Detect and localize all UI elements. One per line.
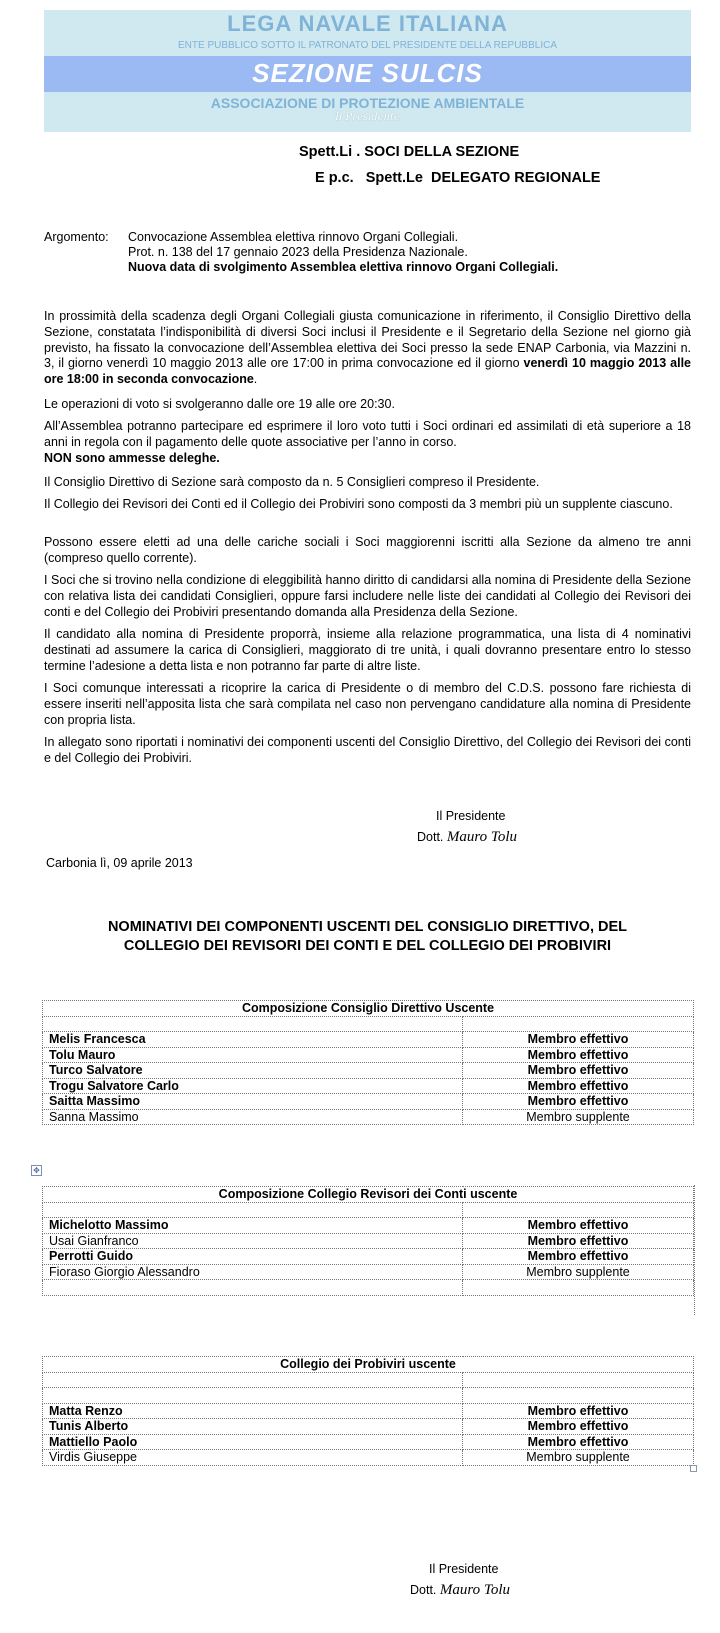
member-role: Membro effettivo bbox=[463, 1047, 694, 1063]
member-name: Saitta Massimo bbox=[43, 1094, 463, 1110]
table-header-row bbox=[43, 1001, 694, 1017]
letterhead-president: Il Presidente bbox=[335, 112, 400, 123]
table-row bbox=[43, 1233, 694, 1249]
letterhead-bottom bbox=[44, 92, 691, 132]
member-name: Perrotti Guido bbox=[43, 1249, 463, 1265]
signature-title: Il Presidente bbox=[436, 809, 506, 823]
table-empty-row bbox=[43, 1202, 694, 1218]
table-resize-handle[interactable] bbox=[690, 1465, 697, 1472]
signature-title-2: Il Presidente bbox=[429, 1562, 499, 1576]
table-consiglio-direttivo bbox=[42, 1000, 694, 1125]
table-empty-row bbox=[43, 1388, 694, 1404]
member-role: Membro effettivo bbox=[463, 1218, 694, 1234]
paragraph-convocazione bbox=[44, 309, 691, 388]
signature-prefix-2: Dott. bbox=[410, 1583, 437, 1597]
nominativi-title-line-1: NOMINATIVI DEI COMPONENTI USCENTI DEL CONSIGLIO DIRETTIVO, DEL bbox=[107, 919, 628, 935]
subject-line-2: Prot. n. 138 del 17 gennaio 2023 della Presidenza Nazionale. bbox=[128, 245, 468, 259]
table-row bbox=[43, 1403, 694, 1419]
signature-line-2 bbox=[410, 1582, 510, 1599]
participation-text: All’Assemblea potranno partecipare ed esprimere il loro voto tutti i Soci ordinari ed assimilati di età superiore a 18 anni in regola con il pagamento delle quote associative per l’anno in corso. bbox=[44, 419, 691, 449]
member-role: Membro effettivo bbox=[463, 1032, 694, 1048]
member-role: Membro effettivo bbox=[463, 1419, 694, 1435]
table-collegio-probiviri bbox=[42, 1356, 694, 1466]
table-border-line bbox=[694, 1185, 695, 1315]
signature-name: Mauro Tolu bbox=[446, 829, 518, 845]
table-empty-row bbox=[43, 1016, 694, 1032]
table-collegio-revisori bbox=[42, 1186, 694, 1296]
member-name: Michelotto Massimo bbox=[43, 1218, 463, 1234]
member-name: Turco Salvatore bbox=[43, 1063, 463, 1079]
table-empty-row bbox=[43, 1280, 694, 1296]
table-row bbox=[43, 1450, 694, 1466]
subject-line-1: Convocazione Assemblea elettiva rinnovo Organi Collegiali. bbox=[128, 230, 459, 244]
paragraph-convocazione-end: . bbox=[253, 372, 258, 387]
member-name: Tolu Mauro bbox=[43, 1047, 463, 1063]
paragraph-convocazione-text: In prossimità della scadenza degli Organi Collegiali giusta comunicazione in riferimento, il Consiglio Direttivo della Sezione, constatata l’indisponibilità di diversi Soci inclusi il Presidente e il Segretario della Sezione nel giorno già previsto, ha fissato la convocazione dell’Assemblea elettiva dei Soci presso la sede ENAP Carbonia, via Mazzini n. 3, il giorno venerdì 10 maggio 2013 alle ore 17:00 in prima convocazione ed il giorno bbox=[44, 309, 691, 371]
member-role: Membro supplente bbox=[463, 1109, 694, 1125]
table-header: Composizione Consiglio Direttivo Uscente bbox=[43, 1001, 694, 1017]
table-header-row bbox=[43, 1357, 694, 1373]
letterhead-section bbox=[44, 56, 691, 92]
table-move-handle-icon[interactable]: ✥ bbox=[31, 1165, 42, 1176]
table-row bbox=[43, 1032, 694, 1048]
member-name: Fioraso Giorgio Alessandro bbox=[43, 1264, 463, 1280]
paragraph-attachment: In allegato sono riportati i nominativi dei componenti uscenti del Consiglio Direttivo, del Collegio dei Revisori dei conti e del Collegio dei Probiviri. bbox=[44, 735, 691, 765]
paragraph-voting-hours: Le operazioni di voto si svolgeranno dalle ore 19 alle ore 20:30. bbox=[44, 397, 395, 411]
table-header: Composizione Collegio Revisori dei Conti uscente bbox=[43, 1187, 694, 1203]
member-name: Sanna Massimo bbox=[43, 1109, 463, 1125]
organization-title: LEGA NAVALE ITALIANA bbox=[227, 11, 508, 36]
addressee-delegato: E p.c. Spett.Le DELEGATO REGIONALE bbox=[315, 170, 601, 186]
table-row bbox=[43, 1109, 694, 1125]
paragraph-participation bbox=[44, 419, 691, 466]
paragraph-collegi-composition: Il Collegio dei Revisori dei Conti ed il Collegio dei Probiviri sono composti da 3 membri più un supplente ciascuno. bbox=[44, 497, 673, 511]
table-row bbox=[43, 1047, 694, 1063]
paragraph-eligibility: Possono essere eletti ad una delle cariche sociali i Soci maggiorenni iscritti alla Sezione da almeno tre anni (compreso quello corrente). bbox=[44, 535, 691, 565]
association-name: ASSOCIAZIONE DI PROTEZIONE AMBIENTALE bbox=[210, 95, 525, 111]
table-row bbox=[43, 1434, 694, 1450]
member-role: Membro effettivo bbox=[463, 1434, 694, 1450]
table-empty-row bbox=[43, 1372, 694, 1388]
second-call-date: venerdì 10 maggio 2013 alle ore 18:00 in seconda convocazione bbox=[44, 356, 691, 387]
member-name: Melis Francesca bbox=[43, 1032, 463, 1048]
table-row bbox=[43, 1063, 694, 1079]
member-name: Matta Renzo bbox=[43, 1403, 463, 1419]
table-row bbox=[43, 1218, 694, 1234]
member-role: Membro effettivo bbox=[463, 1249, 694, 1265]
section-name: SEZIONE SULCIS bbox=[252, 58, 483, 88]
member-role: Membro effettivo bbox=[463, 1233, 694, 1249]
member-name: Tunis Alberto bbox=[43, 1419, 463, 1435]
addressee-soci: Spett.Li . SOCI DELLA SEZIONE bbox=[299, 144, 520, 160]
member-role: Membro effettivo bbox=[463, 1403, 694, 1419]
subject-line-3: Nuova data di svolgimento Assemblea elettiva rinnovo Organi Collegiali. bbox=[128, 260, 559, 274]
table-header: Collegio dei Probiviri uscente bbox=[43, 1357, 694, 1373]
member-role: Membro effettivo bbox=[463, 1094, 694, 1110]
table-row bbox=[43, 1249, 694, 1265]
paragraph-interested-members: I Soci comunque interessati a ricoprire la carica di Presidente o di membro del C.D.S. possono fare richiesta di essere inseriti nell’apposita lista che sarà compilata nel caso non pervengano candidature alla nomina di Presidente con propria lista. bbox=[44, 681, 691, 727]
member-role: Membro effettivo bbox=[463, 1078, 694, 1094]
place-date: Carbonia lì, 09 aprile 2013 bbox=[46, 856, 193, 870]
member-role: Membro supplente bbox=[463, 1450, 694, 1466]
paragraph-council-composition: Il Consiglio Direttivo di Sezione sarà composto da n. 5 Consiglieri compreso il Presidente. bbox=[44, 475, 540, 489]
table-row bbox=[43, 1419, 694, 1435]
member-role: Membro supplente bbox=[463, 1264, 694, 1280]
member-name: Virdis Giuseppe bbox=[43, 1450, 463, 1466]
subject-label: Argomento: bbox=[44, 230, 109, 244]
organization-subtitle: ENTE PUBBLICO SOTTO IL PATRONATO DEL PRESIDENTE DELLA REPUBBLICA bbox=[178, 40, 557, 51]
paragraph-candidacy: I Soci che si trovino nella condizione di eleggibilità hanno diritto di candidarsi alla nomina di Presidente della Sezione con relativa lista dei candidati Consiglieri, oppure farsi includere nelle liste dei candidati al Collegio dei Revisori dei conti e del Collegio dei Probiviri presentando domanda alla Presidenza della Sezione. bbox=[44, 573, 691, 619]
table-row bbox=[43, 1264, 694, 1280]
member-name: Trogu Salvatore Carlo bbox=[43, 1078, 463, 1094]
signature-prefix: Dott. bbox=[417, 830, 444, 844]
table-row bbox=[43, 1078, 694, 1094]
member-role: Membro effettivo bbox=[463, 1063, 694, 1079]
letterhead-top bbox=[44, 10, 691, 58]
member-name: Usai Gianfranco bbox=[43, 1233, 463, 1249]
paragraph-president-list: Il candidato alla nomina di Presidente proporrà, insieme alla relazione programmatica, una lista di 4 nominativi destinati ad assumere la carica di Consiglieri, maggiorato di tre unità, i quali dovranno presentare entro lo stesso termine l’adesione a detta lista e non potranno far parte di altre liste. bbox=[44, 627, 691, 673]
table-row bbox=[43, 1094, 694, 1110]
nominativi-title bbox=[44, 918, 691, 956]
nominativi-title-line-2: COLLEGIO DEI REVISORI DEI CONTI E DEL COLLEGIO DEI PROBIVIRI bbox=[123, 938, 612, 954]
member-name: Mattiello Paolo bbox=[43, 1434, 463, 1450]
signature-line bbox=[417, 829, 517, 846]
signature-name-2: Mauro Tolu bbox=[439, 1582, 511, 1598]
no-proxy-notice: NON sono ammesse deleghe. bbox=[44, 450, 220, 465]
table-header-row bbox=[43, 1187, 694, 1203]
